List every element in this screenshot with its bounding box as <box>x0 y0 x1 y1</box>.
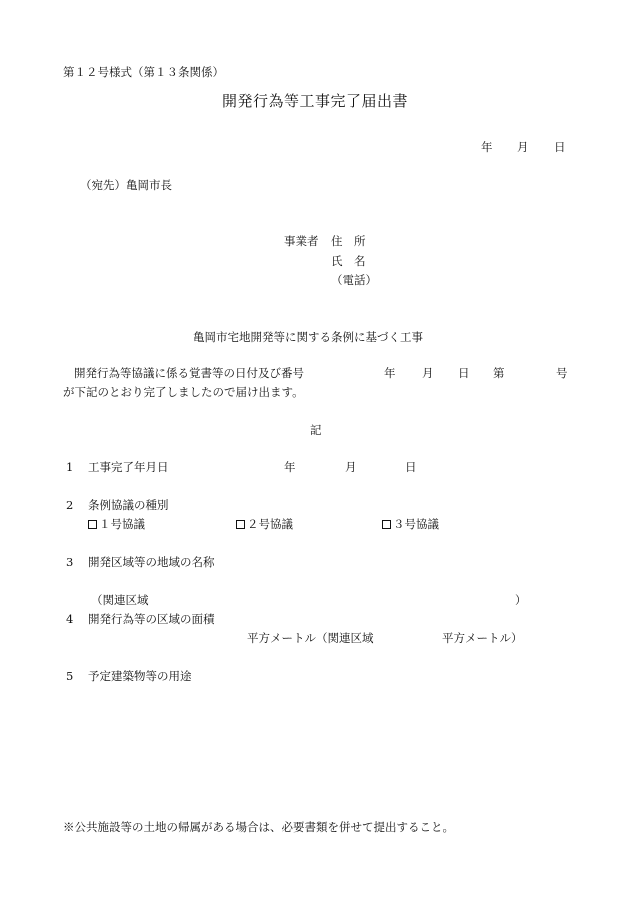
item5-number: 5 <box>66 669 74 683</box>
phone-label: （電話） <box>331 273 377 287</box>
option-2-label: ２号協議 <box>247 517 293 531</box>
area-unit-close: 平方メートル） <box>442 631 523 645</box>
related-area-close: ） <box>515 593 527 607</box>
item1-label: 工事完了年月日 <box>88 460 169 474</box>
item2-number: 2 <box>66 498 74 512</box>
body-line2-text: が下記のとおり完了しましたので届け出ます。 <box>63 385 304 399</box>
footnote: ※公共施設等の土地の帰属がある場合は、必要書類を併せて提出すること。 <box>63 820 454 834</box>
applicant-label: 事業者 <box>284 234 319 248</box>
body-line1-text: 開発行為等協議に係る覚書等の日付及び番号 <box>74 366 304 380</box>
address-label: 住 所 <box>331 234 366 248</box>
body-line1-month: 月 <box>422 366 434 380</box>
page-title: 開発行為等工事完了届出書 <box>222 92 409 110</box>
item4-label: 開発行為等の区域の面積 <box>88 612 215 626</box>
option-2-checkbox[interactable] <box>236 520 245 529</box>
body-line1-year: 年 <box>384 366 396 380</box>
area-unit-related: 平方メートル（関連区域 <box>247 631 374 645</box>
item1-number: 1 <box>66 460 74 474</box>
option-1-checkbox[interactable] <box>88 520 97 529</box>
body-line1-no: 第 <box>493 366 505 380</box>
item5-label: 予定建築物等の用途 <box>88 669 192 683</box>
option-1-label: １号協議 <box>99 517 145 531</box>
date-month-label: 月 <box>517 140 529 154</box>
form-number: 第１２号様式（第１３条関係） <box>63 65 224 79</box>
option-3-checkbox[interactable] <box>382 520 391 529</box>
option-3-label: ３号協議 <box>393 517 439 531</box>
item2-label: 条例協議の種別 <box>88 498 169 512</box>
name-label: 氏 名 <box>331 254 366 268</box>
ordinance-line: 亀岡市宅地開発等に関する条例に基づく工事 <box>193 330 423 344</box>
related-area-open: （関連区域 <box>91 593 149 607</box>
item3-label: 開発区域等の地域の名称 <box>88 555 215 569</box>
addressee: （宛先）亀岡市長 <box>80 178 172 192</box>
body-line1-day: 日 <box>458 366 470 380</box>
item1-year: 年 <box>284 460 296 474</box>
item3-number: 3 <box>66 555 74 569</box>
date-day-label: 日 <box>554 140 566 154</box>
item1-day: 日 <box>405 460 417 474</box>
ki-heading: 記 <box>310 423 322 437</box>
item4-number: 4 <box>66 612 74 626</box>
item1-month: 月 <box>345 460 357 474</box>
option-2-checkbox-row[interactable] <box>236 519 293 531</box>
option-3-checkbox-row[interactable] <box>382 519 439 531</box>
date-year-label: 年 <box>481 140 493 154</box>
body-line1-go: 号 <box>556 366 568 380</box>
option-1-checkbox-row[interactable] <box>88 519 145 531</box>
